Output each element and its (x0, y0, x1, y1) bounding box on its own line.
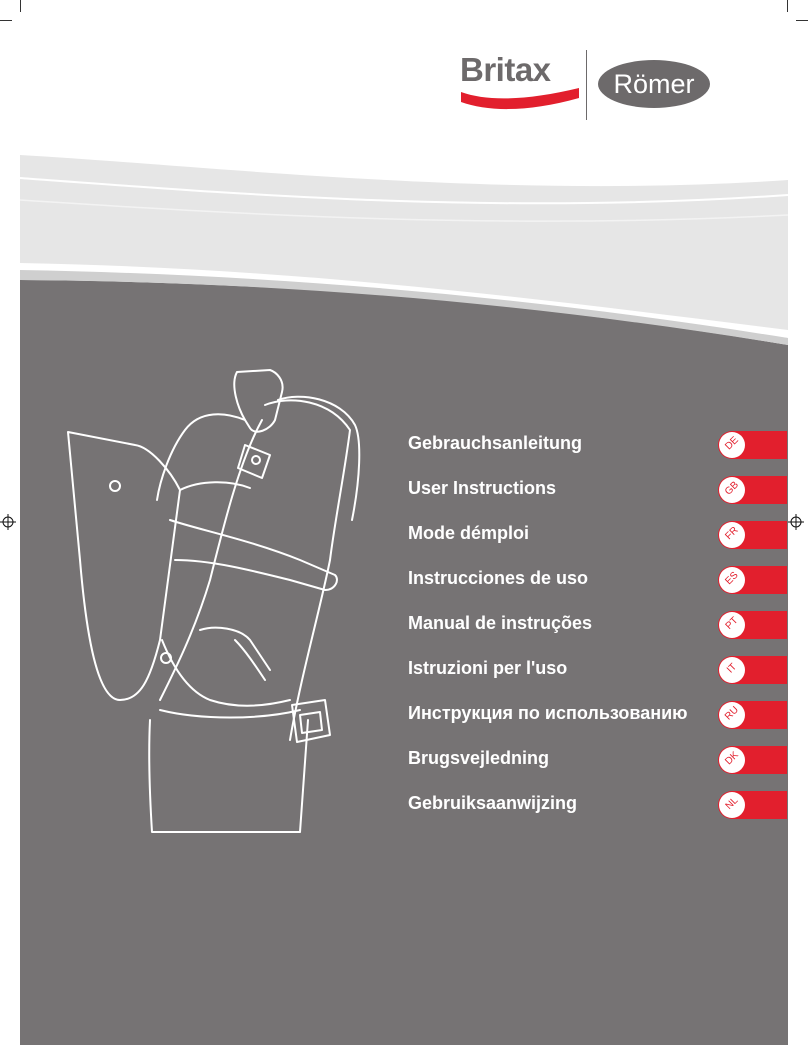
language-tab (718, 611, 787, 639)
language-title: Instrucciones de uso (408, 568, 589, 588)
language-title: Manual de instruções (408, 613, 593, 633)
language-code-badge (719, 612, 745, 638)
language-tab (718, 431, 787, 459)
language-code-badge (719, 657, 745, 683)
language-title: Istruzioni per l'uso (408, 658, 568, 678)
language-row-dk (408, 746, 808, 776)
language-code: DE (723, 434, 741, 453)
language-row-gb (408, 476, 808, 506)
language-tab (718, 476, 787, 504)
language-code-badge (719, 522, 745, 548)
language-title: Gebrauchsanleitung (408, 433, 583, 453)
language-code-badge (719, 567, 745, 593)
language-tab (718, 746, 787, 774)
registration-mark-left (0, 514, 16, 530)
language-tab (718, 566, 787, 594)
language-code-badge (719, 477, 745, 503)
language-tab (718, 656, 787, 684)
language-tab (718, 521, 787, 549)
language-code: PT (723, 615, 741, 632)
language-code-badge (719, 747, 745, 773)
language-row-pt (408, 611, 808, 641)
language-row-nl (408, 791, 808, 821)
language-title: User Instructions (408, 478, 557, 498)
language-row-fr (408, 521, 808, 551)
language-title: Mode démploi (408, 523, 529, 543)
britax-wordmark: Britax (460, 51, 551, 88)
romer-wordmark: Römer (613, 69, 695, 99)
language-code-badge (719, 432, 745, 458)
language-code: GB (722, 479, 741, 498)
language-title: Brugsvejledning (408, 748, 550, 768)
language-code-badge (719, 702, 745, 728)
language-title: Инструкция по использованию (408, 703, 688, 723)
language-code: NL (723, 795, 741, 812)
language-row-de (408, 431, 808, 461)
language-code: RU (722, 704, 741, 723)
language-code-badge (719, 792, 745, 818)
language-code: FR (723, 524, 741, 543)
language-code: DK (723, 749, 741, 768)
language-title: Gebruiksaanwijzing (408, 793, 578, 813)
language-code: IT (724, 661, 740, 676)
language-code: ES (723, 569, 741, 588)
language-row-ru (408, 701, 808, 731)
language-tab (718, 701, 787, 729)
language-row-it (408, 656, 808, 686)
language-tab (718, 791, 787, 819)
language-row-es (408, 566, 808, 596)
